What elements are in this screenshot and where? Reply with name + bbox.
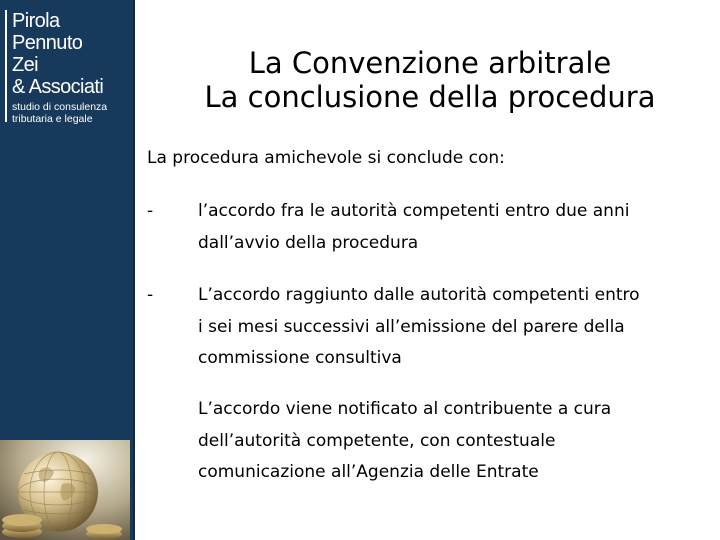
closing-note: [198, 394, 720, 489]
title-line2: La conclusione della procedura: [204, 80, 656, 114]
logo-tagline-line1: studio di consulenza: [12, 101, 108, 113]
bullet-2-line1: L’accordo raggiunto dalle autorità competenti entro: [198, 285, 640, 305]
note-line3: comunicazione all’Agenzia delle Entrate: [198, 462, 539, 482]
note-line2: dell’autorità competente, con contestuale: [198, 430, 556, 451]
bullet-2-line3: commissione consultiva: [198, 348, 402, 368]
logo-name-line2: Pennuto: [12, 32, 83, 54]
logo-tagline-line2: tributaria e legale: [12, 113, 93, 125]
intro-text: La procedura amichevole si conclude con:: [147, 148, 505, 168]
bullet-2-line2: i sei mesi successivi all’emissione del parere della: [198, 316, 625, 337]
bullet-1-line1: l’accordo fra le autorità competenti entro due anni: [198, 201, 630, 221]
logo-name-line3: Zei: [12, 54, 38, 76]
bullet-1-line2: dall’avvio della procedura: [198, 232, 419, 253]
note-line1: L’accordo viene notificato al contribuente a cura: [198, 399, 612, 419]
sidebar-divider: [133, 0, 135, 540]
slide-title: [150, 46, 710, 114]
bullet-item-1: [198, 196, 720, 259]
logo-name-line1: Pirola: [12, 10, 60, 32]
bullet-item-2: [198, 280, 720, 375]
globe-coins-image: [0, 440, 130, 540]
bullet-marker-2: -: [147, 285, 154, 305]
bullet-marker-1: -: [147, 201, 154, 221]
logo-name-line4: & Associati: [12, 76, 104, 98]
sidebar-panel: [0, 0, 133, 540]
logo-divider: [5, 10, 7, 122]
title-line1: La Convenzione arbitrale: [248, 46, 612, 80]
